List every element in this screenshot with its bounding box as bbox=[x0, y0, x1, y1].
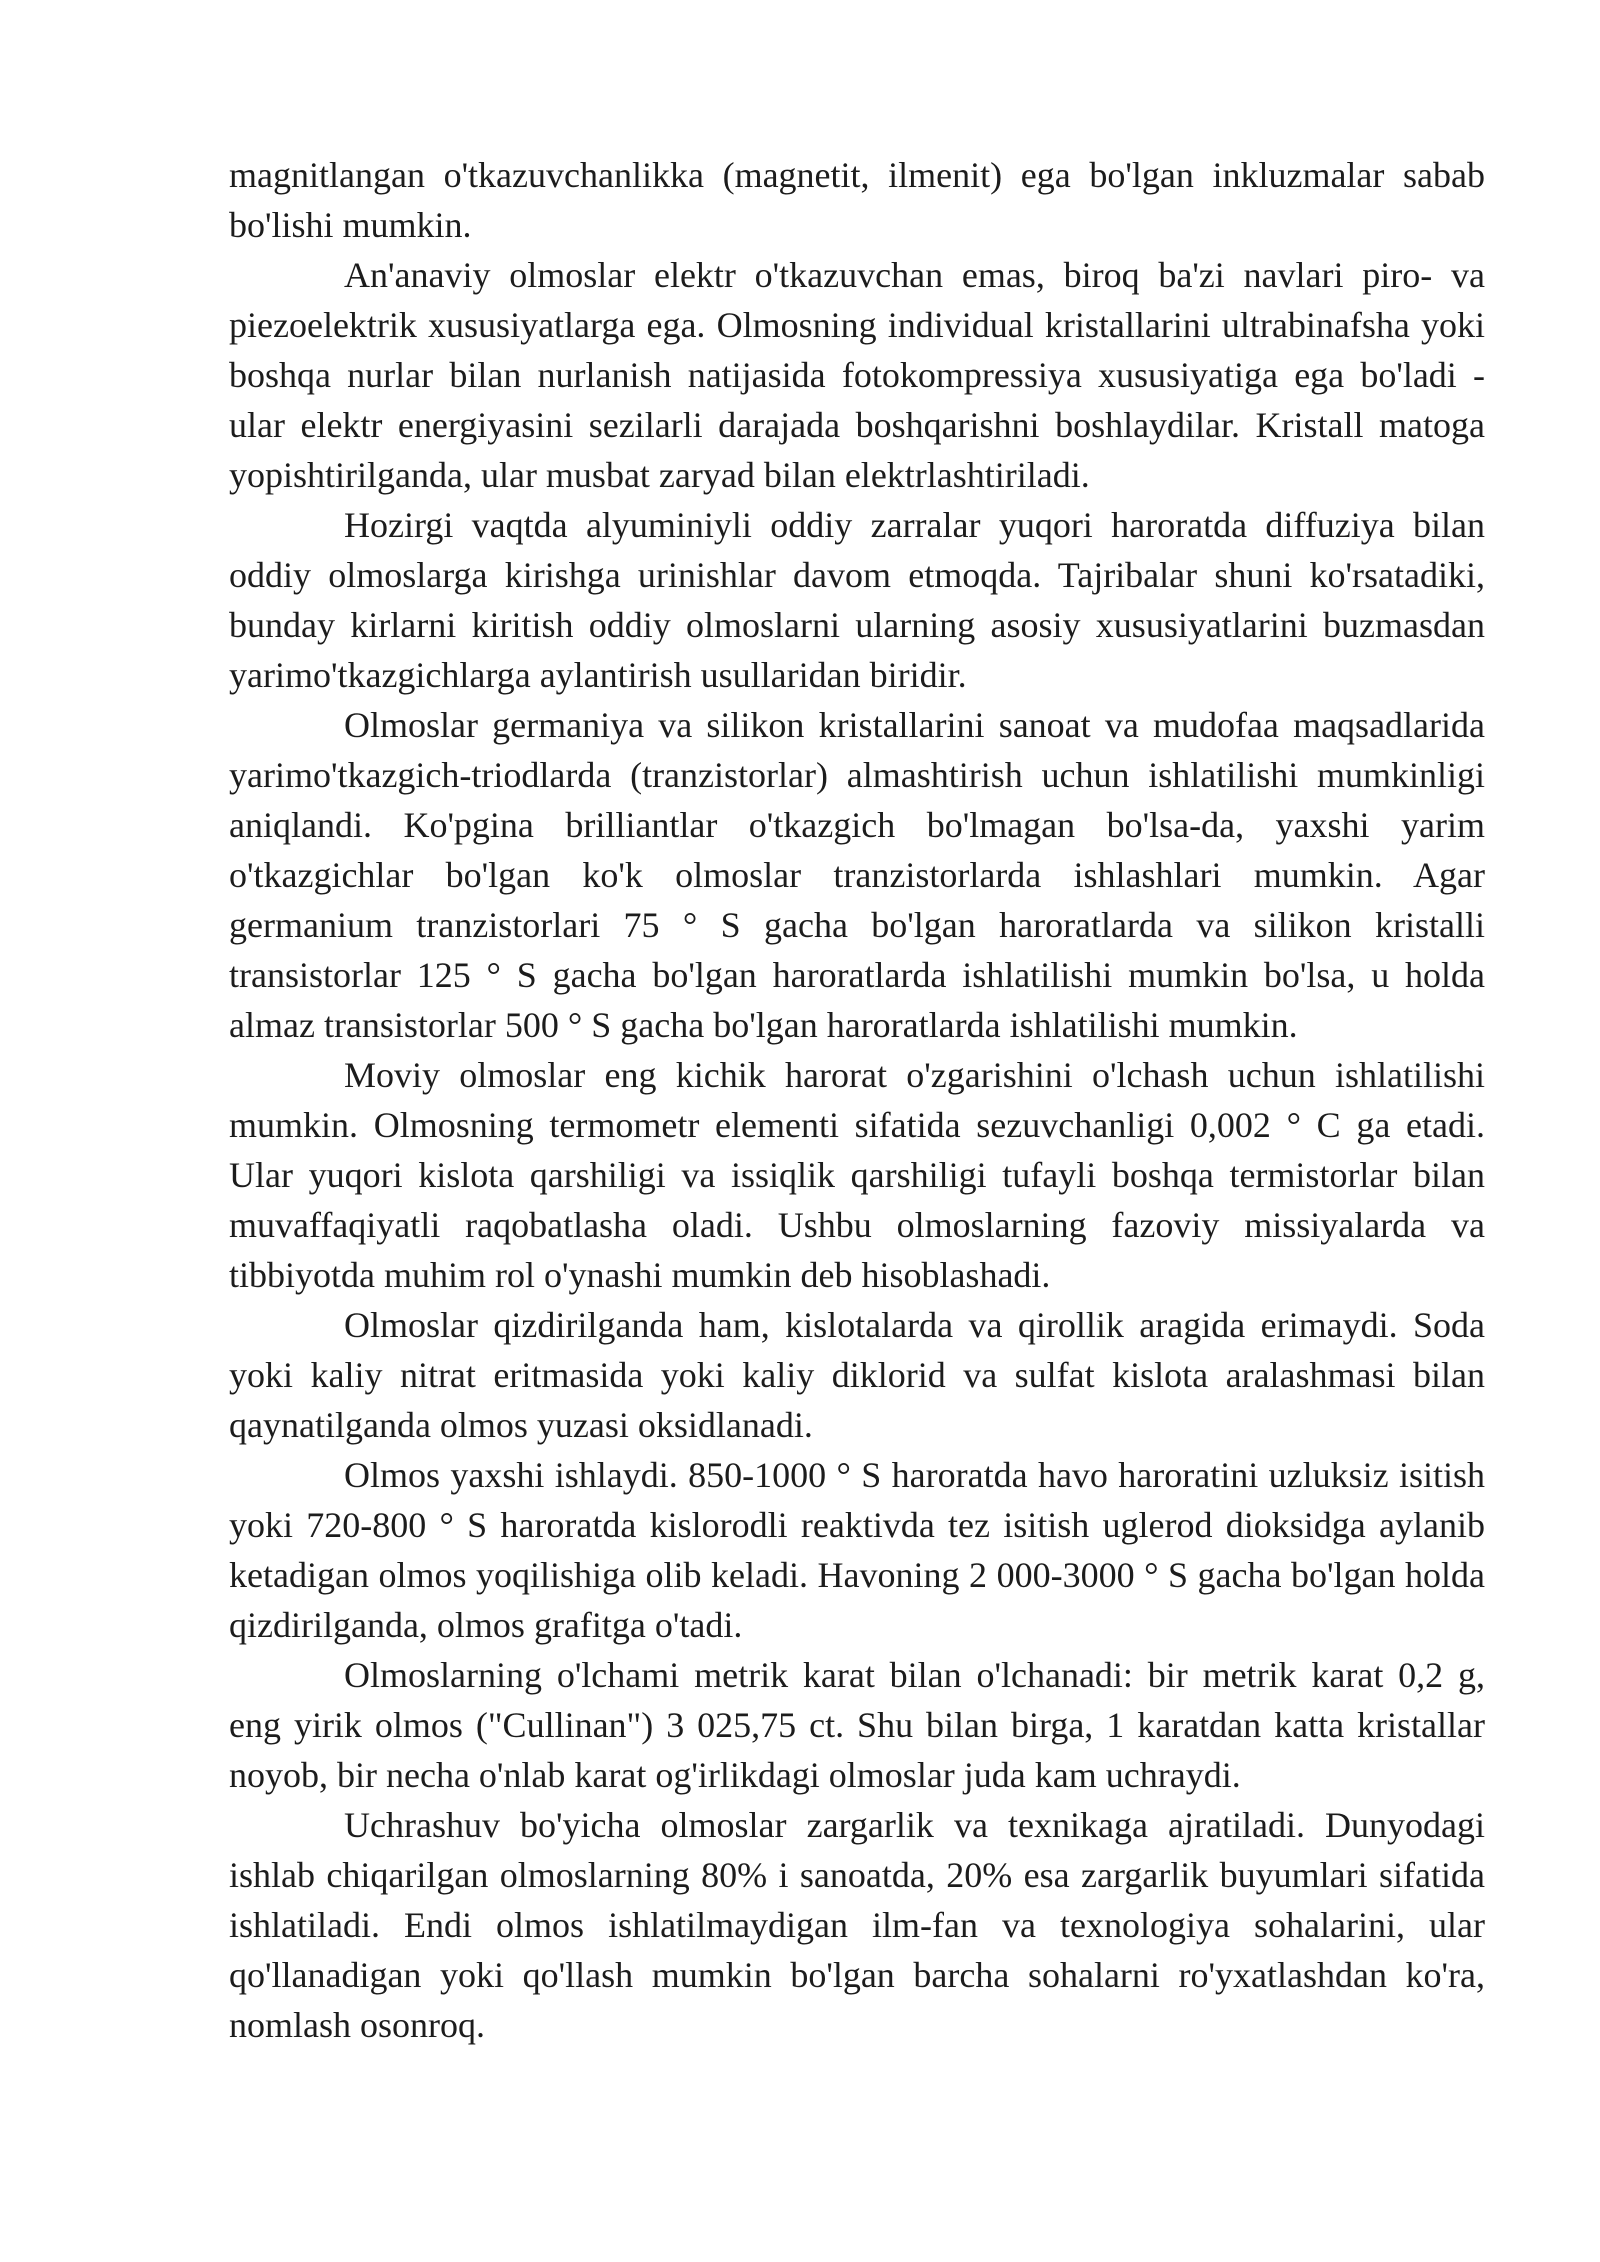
paragraph-chemical-resistance: Olmoslar qizdirilganda ham, kislotalarda va qirollik aragida erimaydi. Soda yoki kaliy nitrat eritmasida yoki kaliy diklorid va sulfat kislota aralashmasi bilan qaynatilganda olmos yuzasi oksidlanadi. bbox=[229, 1305, 1485, 1445]
paragraph-continuation: magnitlangan o'tkazuvchanlikka (magnetit, ilmenit) ega bo'lgan inkluzmalar sabab bo'lishi mumkin. bbox=[229, 155, 1485, 245]
paragraph-piezoelectric-properties: An'anaviy olmoslar elektr o'tkazuvchan emas, biroq ba'zi navlari piro- va piezoelektrik xususiyatlarga ega. Olmosning individual kristallarini ultrabinafsha yoki boshqa nurlar bilan nurlanish natijasida fotokompressiya xususiyatiga ega bo'ladi - ular elektr energiyasini sezilarli darajada boshqarishni boshlaydilar. Kristall matoga yopishtirilganda, ular musbat zaryad bilan elektrlashtiriladi. bbox=[229, 255, 1485, 495]
paragraph-aluminium-diffusion: Hozirgi vaqtda alyuminiyli oddiy zarralar yuqori haroratda diffuziya bilan oddiy olmoslarga kirishga urinishlar davom etmoqda. Tajribalar shuni ko'rsatadiki, bunday kirlarni kiritish oddiy olmoslarni ularning asosiy xususiyatlarini buzmasdan yarimo'tkazgichlarga aylantirish usullaridan biridir. bbox=[229, 505, 1485, 695]
paragraph-transistors: Olmoslar germaniya va silikon kristallarini sanoat va mudofaa maqsadlarida yarimo'tkazgich-triodlarda (tranzistorlar) almashtirish uchun ishlatilishi mumkinligi aniqlandi. Ko'pgina brilliantlar o'tkazgich bo'lmagan bo'lsa-da, yaxshi yarim o'tkazgichlar bo'lgan ko'k olmoslar tranzistorlarda ishlashlari mumkin. Agar germanium tranzistorlari 75 ° S gacha bo'lgan haroratlarda va silikon kristalli transistorlar 125 ° S gacha bo'lgan haroratlarda ishlatilishi mumkin bo'lsa, u holda almaz transistorlar 500 ° S gacha bo'lgan haroratlarda ishlatilishi mumkin. bbox=[229, 705, 1485, 1045]
paragraph-combustion: Olmos yaxshi ishlaydi. 850-1000 ° S haroratda havo haroratini uzluksiz isitish yoki 720-800 ° S haroratda kislorodli reaktivda tez isitish uglerod dioksidga aylanib ketadigan olmos yoqilishiga olib keladi. Havoning 2 000-3000 ° S gacha bo'lgan holda qizdirilganda, olmos grafitga o'tadi. bbox=[229, 1455, 1485, 1645]
paragraph-usage: Uchrashuv bo'yicha olmoslar zargarlik va texnikaga ajratiladi. Dunyodagi ishlab chiqarilgan olmoslarning 80% i sanoatda, 20% esa zargarlik buyumlari sifatida ishlatiladi. Endi olmos ishlatilmaydigan ilm-fan va texnologiya sohalarini, ular qo'llanadigan yoki qo'llash mumkin bo'lgan barcha sohalarni ro'yxatlashdan ko'ra, nomlash osonroq. bbox=[229, 1805, 1485, 2045]
paragraph-carat-measurement: Olmoslarning o'lchami metrik karat bilan o'lchanadi: bir metrik karat 0,2 g, eng yirik olmos ("Cullinan") 3 025,75 ct. Shu bilan birga, 1 karatdan katta kristallar noyob, bir necha o'nlab karat og'irlikdagi olmoslar juda kam uchraydi. bbox=[229, 1655, 1485, 1795]
paragraph-blue-diamonds: Moviy olmoslar eng kichik harorat o'zgarishini o'lchash uchun ishlatilishi mumkin. Olmosning termometr elementi sifatida sezuvchanligi 0,002 ° C ga etadi. Ular yuqori kislota qarshiligi va issiqlik qarshiligi tufayli boshqa termistorlar bilan muvaffaqiyatli raqobatlasha oladi. Ushbu olmoslarning fazoviy missiyalarda va tibbiyotda muhim rol o'ynashi mumkin deb hisoblashadi. bbox=[229, 1055, 1485, 1295]
document-body bbox=[229, 150, 1485, 2050]
